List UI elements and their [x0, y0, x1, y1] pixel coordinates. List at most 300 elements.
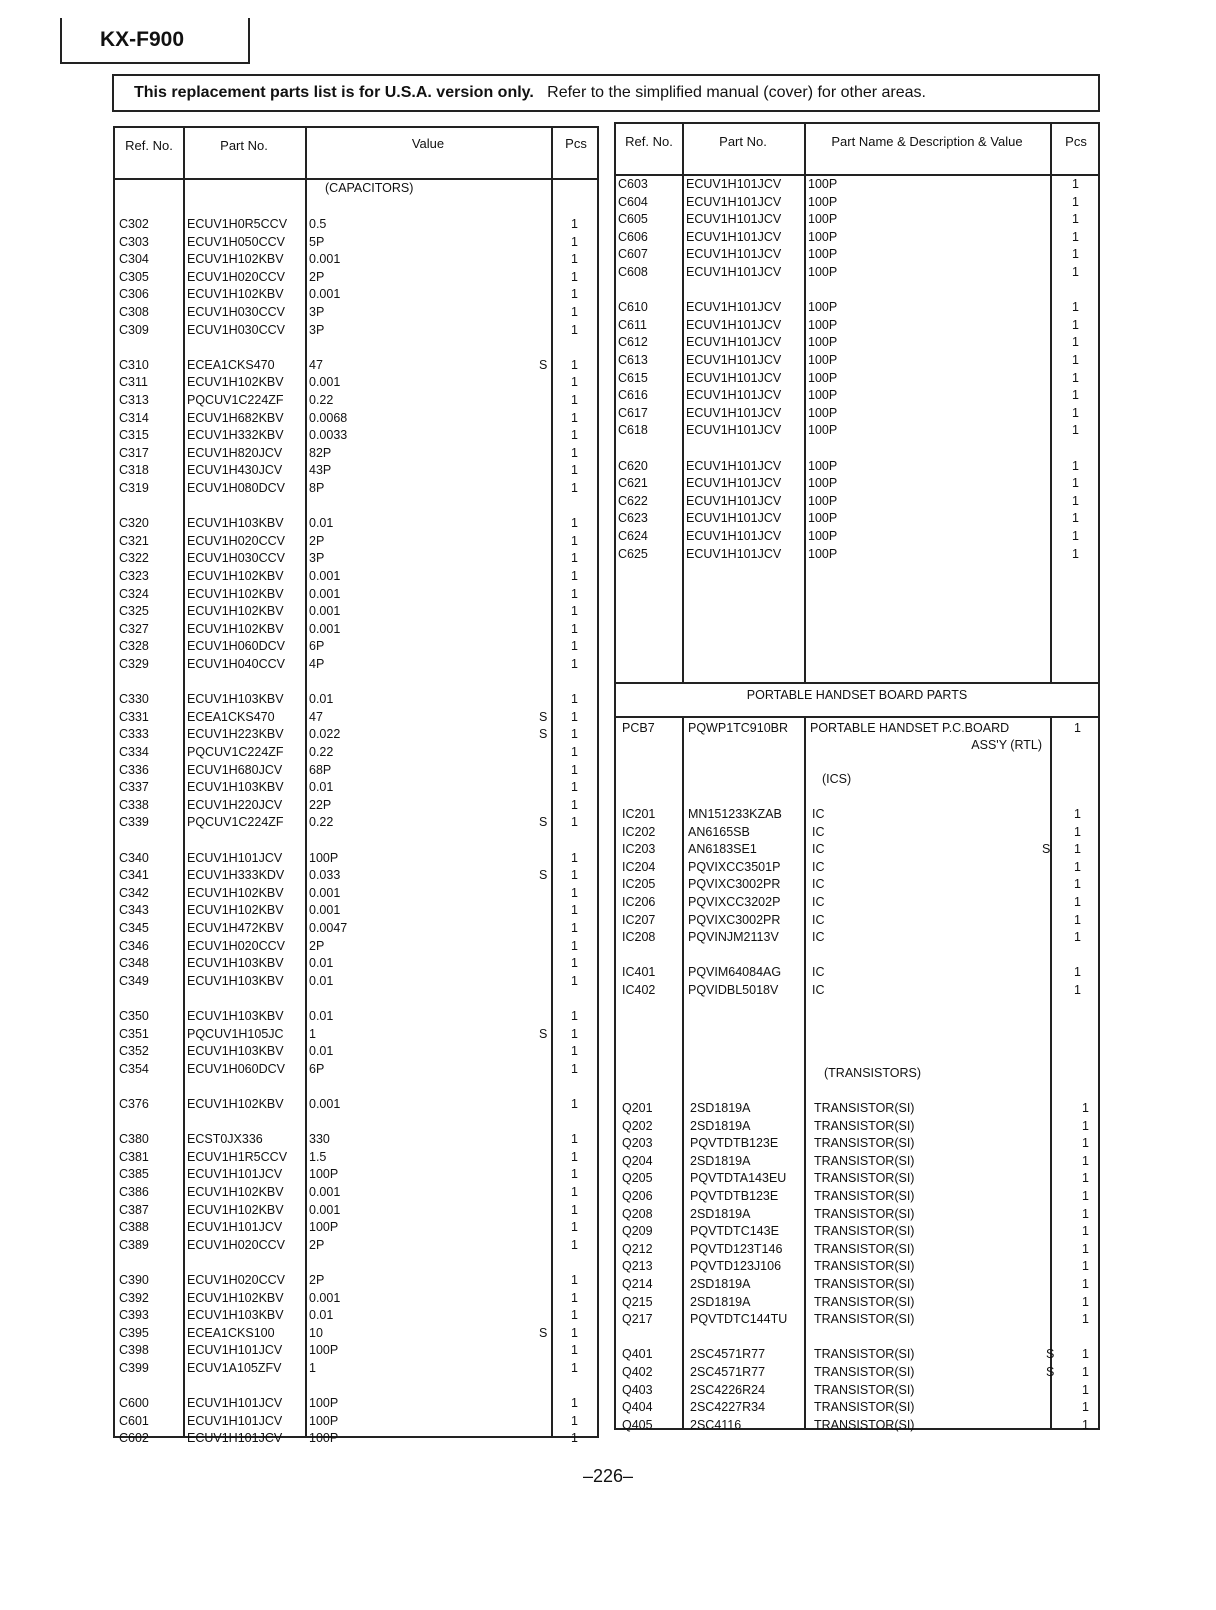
part-cell: ECUV1H223KBV [187, 727, 284, 742]
ref-cell: IC201 [622, 807, 656, 821]
table-row [115, 586, 597, 603]
pcb-ref: PCB7 [622, 721, 655, 735]
pcs-cell: 1 [571, 234, 578, 249]
part-cell: ECUV1H102KBV [187, 569, 284, 583]
pcs-cell: 1 [571, 1325, 578, 1340]
part-cell: ECUV1H333KDV [187, 868, 285, 883]
table-row [115, 357, 597, 374]
part-cell: PQVIXC3002PR [688, 912, 781, 927]
ref-cell: C306 [119, 287, 149, 302]
table-row [115, 814, 597, 831]
value-cell: TRANSISTOR(SI) [814, 1171, 915, 1186]
ref-cell: C337 [119, 780, 149, 795]
part-cell: ECUV1H101JCV [686, 353, 782, 367]
pcb-desc: PORTABLE HANDSET P.C.BOARD [810, 721, 1010, 735]
pcs-cell: 1 [571, 1273, 578, 1287]
ref-cell: C603 [618, 177, 648, 191]
ref-cell: C334 [119, 745, 149, 759]
safety-mark: S [539, 1026, 548, 1041]
part-cell: 2SC4116 [690, 1417, 742, 1432]
pcs-cell: 1 [571, 1202, 578, 1217]
pcs-cell: 1 [571, 463, 578, 478]
ref-cell: C309 [119, 322, 149, 337]
part-cell: PQVTD123J106 [690, 1259, 782, 1274]
ref-cell: C317 [119, 445, 149, 460]
table-row [616, 929, 1098, 946]
pcs-cell: 1 [571, 797, 578, 812]
ref-cell: C387 [119, 1202, 149, 1217]
part-cell: ECUV1H101JCV [187, 1343, 283, 1358]
table-row [616, 1153, 1098, 1170]
value-cell: 2P [309, 269, 325, 284]
part-cell: ECUV1H103KBV [187, 780, 284, 795]
ref-cell: Q217 [622, 1312, 653, 1327]
value-cell: TRANSISTOR(SI) [814, 1224, 915, 1239]
ref-cell: C625 [618, 546, 648, 561]
table-row [115, 427, 597, 444]
pcs-cell: 1 [1074, 983, 1081, 997]
pcs-cell: 1 [1082, 1365, 1089, 1379]
pcs-cell: 1 [571, 815, 578, 830]
ref-cell: C327 [119, 621, 149, 636]
ref-cell: C328 [119, 639, 149, 654]
table-row [616, 859, 1098, 876]
part-cell: ECUV1H101JCV [686, 194, 782, 209]
ref-cell: C325 [119, 604, 149, 619]
value-cell: 2P [309, 533, 325, 548]
ref-cell: C333 [119, 727, 149, 742]
part-cell: ECUV1H430JCV [187, 463, 283, 478]
table-row [115, 286, 597, 303]
value-cell: 100P [309, 1413, 339, 1428]
pcs-cell: 1 [1082, 1259, 1089, 1274]
board-title-band [616, 684, 1098, 716]
ref-cell: IC202 [622, 824, 656, 839]
pcs-cell: 1 [571, 252, 578, 267]
ref-cell: C345 [119, 921, 149, 935]
left-header-value: Value [411, 136, 445, 151]
value-cell: 0.01 [309, 956, 334, 971]
ref-cell: C330 [119, 692, 149, 707]
value-cell: 1 [309, 1026, 316, 1041]
right-parts-table [614, 122, 1100, 1430]
value-cell: 0.01 [309, 973, 334, 988]
part-cell: ECUV1H102KBV [187, 1097, 284, 1111]
value-cell: IC [812, 965, 825, 980]
table-row [616, 229, 1098, 246]
value-cell: 0.01 [309, 1009, 334, 1023]
ref-cell: C604 [618, 194, 648, 209]
table-row [616, 1170, 1098, 1187]
table-row [115, 1061, 597, 1078]
value-cell: 43P [309, 463, 332, 478]
value-cell: 100P [808, 476, 838, 491]
part-cell: 2SD1819A [690, 1206, 751, 1221]
pcs-cell: 1 [1082, 1312, 1089, 1327]
pcs-cell: 1 [1082, 1118, 1089, 1133]
table-row [115, 445, 597, 462]
ref-cell: Q205 [622, 1171, 653, 1186]
pcs-cell: 1 [1074, 895, 1081, 909]
part-cell: ECUV1H101JCV [187, 1167, 283, 1182]
pcs-cell: 1 [1082, 1206, 1089, 1221]
table-row [115, 1026, 597, 1043]
pcs-cell: 1 [571, 305, 578, 319]
value-cell: 100P [309, 850, 339, 865]
value-cell: TRANSISTOR(SI) [814, 1241, 915, 1256]
pcs-cell: 1 [571, 1132, 578, 1147]
board-title: PORTABLE HANDSET BOARD PARTS [746, 688, 968, 702]
value-cell: 0.001 [309, 903, 341, 918]
value-cell: IC [812, 824, 825, 839]
pcs-cell: 1 [571, 1308, 578, 1323]
pcs-cell: 1 [571, 780, 578, 795]
pcs-cell: 1 [571, 393, 578, 407]
pcs-cell: 1 [1082, 1294, 1089, 1309]
value-cell: IC [812, 807, 825, 821]
part-cell: ECUV1H820JCV [187, 445, 283, 460]
value-cell: 0.0047 [309, 921, 348, 935]
ref-cell: C393 [119, 1308, 149, 1323]
pcs-cell: 1 [1082, 1417, 1089, 1432]
ref-cell: C605 [618, 212, 648, 227]
part-cell: ECUV1H101JCV [686, 511, 782, 526]
part-cell: ECUV1H030CCV [187, 551, 285, 566]
value-cell: IC [812, 895, 825, 909]
ref-cell: C399 [119, 1361, 149, 1375]
value-cell: 22P [309, 797, 332, 812]
part-cell: ECUV1H101JCV [686, 458, 782, 473]
ref-cell: Q402 [622, 1365, 653, 1379]
pcs-cell: 1 [571, 604, 578, 619]
part-cell: ECUV1H080DCV [187, 481, 285, 495]
value-cell: 100P [808, 247, 838, 262]
value-cell: 0.001 [309, 252, 341, 267]
table-row [115, 902, 597, 919]
pcs-cell: 1 [1074, 859, 1081, 874]
value-cell: IC [812, 983, 825, 997]
ref-cell: C338 [119, 797, 149, 812]
ref-cell: C376 [119, 1097, 149, 1111]
pcs-cell: 1 [1072, 317, 1079, 332]
part-cell: ECUV1H101JCV [686, 546, 782, 561]
table-row [115, 744, 597, 761]
table-row [115, 885, 597, 902]
part-cell: ECUV1H102KBV [187, 375, 284, 390]
part-cell: ECUV1H102KBV [187, 1202, 284, 1217]
right-header-ref: Ref. No. [625, 134, 673, 149]
value-cell: 0.01 [309, 1044, 334, 1059]
value-cell: 100P [808, 335, 838, 350]
safety-mark: S [1046, 1347, 1055, 1362]
table-row [616, 1382, 1098, 1399]
table-row [616, 1294, 1098, 1311]
safety-mark: S [539, 357, 548, 372]
table-row [115, 1219, 597, 1236]
part-cell: PQVINJM2113V [688, 930, 779, 945]
table-row [115, 797, 597, 814]
value-cell: 3P [309, 322, 325, 337]
value-cell: TRANSISTOR(SI) [814, 1382, 915, 1397]
pcs-cell: 1 [1082, 1171, 1089, 1186]
ref-cell: C615 [618, 370, 648, 385]
part-cell: ECUV1H102KBV [187, 252, 284, 267]
ref-cell: C608 [618, 265, 648, 279]
ref-cell: IC401 [622, 965, 656, 980]
pcs-cell: 1 [1072, 265, 1079, 279]
table-row [616, 1417, 1098, 1434]
part-cell: ECUV1H103KBV [187, 516, 284, 531]
ref-cell: Q212 [622, 1241, 653, 1256]
pcs-cell: 1 [1072, 353, 1079, 367]
value-cell: 100P [808, 529, 838, 543]
table-row [115, 1342, 597, 1359]
value-cell: 0.0033 [309, 428, 348, 443]
value-cell: 3P [309, 305, 325, 319]
value-cell: IC [812, 912, 825, 927]
table-row [616, 264, 1098, 281]
pcs-cell: 1 [1082, 1347, 1089, 1362]
ref-cell: C336 [119, 762, 149, 777]
ref-cell: C613 [618, 353, 648, 367]
pcs-cell: 1 [571, 1149, 578, 1164]
part-cell: PQVIDBL5018V [688, 983, 779, 997]
ref-cell: C305 [119, 269, 149, 284]
value-cell: 100P [808, 265, 838, 279]
pcs-cell: 1 [571, 762, 578, 777]
value-cell: 10 [309, 1325, 323, 1340]
ref-cell: C346 [119, 938, 149, 953]
part-cell: ECUV1H101JCV [187, 1396, 283, 1411]
part-cell: 2SC4571R77 [690, 1365, 766, 1379]
ref-cell: C329 [119, 657, 149, 671]
pcs-cell: 1 [1082, 1241, 1089, 1256]
value-cell: 1.5 [309, 1149, 327, 1164]
table-row [616, 1276, 1098, 1293]
ref-cell: C303 [119, 234, 149, 249]
pcs-cell: 1 [1082, 1277, 1089, 1291]
ics-section-title: (ICS) [822, 772, 852, 786]
part-cell: ECUV1H103KBV [187, 1308, 284, 1323]
pcs-cell: 1 [571, 956, 578, 971]
table-row [115, 955, 597, 972]
value-cell: 100P [808, 388, 838, 403]
table-row [115, 251, 597, 268]
ref-cell: C302 [119, 217, 149, 231]
value-cell: 0.01 [309, 780, 334, 795]
table-row [616, 876, 1098, 893]
table-row [616, 1118, 1098, 1135]
pcs-cell: 1 [1074, 842, 1081, 857]
table-row [115, 691, 597, 708]
ref-cell: C620 [618, 458, 648, 473]
ref-cell: C398 [119, 1343, 149, 1358]
value-cell: 100P [309, 1396, 339, 1411]
table-row [115, 322, 597, 339]
part-cell: ECUV1H020CCV [187, 269, 285, 284]
pcs-cell: 1 [1072, 476, 1079, 491]
pcs-cell: 1 [571, 1361, 578, 1375]
ref-cell: C607 [618, 247, 648, 262]
ref-cell: Q405 [622, 1417, 653, 1432]
pcs-cell: 1 [571, 428, 578, 443]
part-cell: ECUV1H102KBV [187, 1185, 284, 1199]
table-row [616, 912, 1098, 929]
safety-mark: S [539, 709, 548, 724]
value-cell: IC [812, 877, 825, 892]
table-row [616, 176, 1098, 193]
table-row [115, 938, 597, 955]
pcs-cell: 1 [571, 586, 578, 601]
ref-cell: C304 [119, 252, 149, 267]
part-cell: 2SC4227R34 [690, 1400, 766, 1415]
value-cell: TRANSISTOR(SI) [814, 1365, 915, 1379]
pcs-cell: 1 [571, 1396, 578, 1411]
part-cell: ECUV1H101JCV [686, 212, 782, 227]
part-cell: ECUV1H220JCV [187, 797, 283, 812]
part-cell: PQVTDTC144TU [690, 1312, 788, 1327]
part-cell: ECUV1H102KBV [187, 287, 284, 302]
ref-cell: C350 [119, 1009, 149, 1023]
pcb-row-2 [616, 737, 1098, 754]
pcs-cell: 1 [571, 1061, 578, 1076]
ref-cell: C618 [618, 423, 648, 438]
table-row [616, 1206, 1098, 1223]
pcs-cell: 1 [571, 1097, 578, 1111]
pcs-cell: 1 [571, 1237, 578, 1252]
safety-mark: S [1042, 842, 1051, 857]
table-row [115, 1202, 597, 1219]
value-cell: 100P [808, 493, 838, 508]
table-row [616, 299, 1098, 316]
pcs-cell: 1 [571, 639, 578, 654]
pcs-cell: 1 [571, 1343, 578, 1358]
part-cell: ECUV1H030CCV [187, 305, 285, 319]
value-cell: 0.001 [309, 1185, 341, 1199]
table-row [616, 1223, 1098, 1240]
table-row [616, 528, 1098, 545]
safety-mark: S [1046, 1365, 1055, 1379]
pcs-cell: 1 [1072, 546, 1079, 561]
ref-cell: Q208 [622, 1206, 653, 1221]
capacitors-section-title: (CAPACITORS) [325, 181, 414, 195]
value-cell: 0.01 [309, 692, 334, 707]
part-cell: AN6165SB [688, 824, 750, 839]
pcs-cell: 1 [571, 516, 578, 531]
ref-cell: Q215 [622, 1294, 653, 1309]
pcs-cell: 1 [571, 217, 578, 231]
table-row [115, 515, 597, 532]
table-row [616, 422, 1098, 439]
value-cell: 100P [808, 353, 838, 367]
pcs-cell: 1 [1072, 423, 1079, 438]
pcs-cell: 1 [571, 551, 578, 566]
table-row [616, 1241, 1098, 1258]
ref-cell: C314 [119, 410, 149, 425]
part-cell: ECUV1H020CCV [187, 1273, 285, 1287]
value-cell: 0.001 [309, 1097, 341, 1111]
ref-cell: C395 [119, 1325, 149, 1340]
ref-cell: IC207 [622, 912, 656, 927]
table-row [115, 1395, 597, 1412]
ref-cell: C348 [119, 956, 149, 971]
safety-mark: S [539, 815, 548, 830]
value-cell: 100P [808, 300, 838, 315]
value-cell: TRANSISTOR(SI) [814, 1136, 915, 1151]
table-row [616, 841, 1098, 858]
table-row [616, 964, 1098, 981]
part-cell: PQVTD123T146 [690, 1241, 783, 1256]
ref-cell: IC203 [622, 842, 656, 857]
ref-cell: C622 [618, 493, 648, 508]
ref-cell: C388 [119, 1220, 149, 1235]
value-cell: 0.22 [309, 393, 334, 407]
table-row [616, 387, 1098, 404]
table-row [115, 374, 597, 391]
table-row [115, 1184, 597, 1201]
notice-rest-text: Refer to the simplified manual (cover) for other areas. [547, 84, 926, 101]
value-cell: TRANSISTOR(SI) [814, 1259, 915, 1274]
value-cell: 6P [309, 639, 325, 654]
table-row [115, 410, 597, 427]
value-cell: 3P [309, 551, 325, 566]
value-cell: 100P [808, 212, 838, 227]
pcs-cell: 1 [571, 1220, 578, 1235]
ref-cell: C354 [119, 1061, 149, 1076]
part-cell: ECUV1H101JCV [187, 850, 283, 865]
part-cell: ECUV1H101JCV [686, 177, 782, 191]
part-cell: PQCUV1C224ZF [187, 745, 284, 759]
value-cell: 1 [309, 1361, 316, 1375]
table-row [115, 1307, 597, 1324]
table-row [616, 405, 1098, 422]
part-cell: ECUV1H060DCV [187, 1061, 285, 1076]
value-cell: 100P [808, 458, 838, 473]
value-cell: TRANSISTOR(SI) [814, 1417, 915, 1432]
ref-cell: C611 [618, 317, 647, 332]
pcs-cell: 1 [1072, 388, 1079, 403]
part-cell: ECUV1H101JCV [686, 476, 782, 491]
table-row [616, 982, 1098, 999]
ref-cell: C621 [618, 476, 648, 491]
pcs-cell: 1 [1072, 458, 1079, 473]
ref-cell: IC205 [622, 877, 656, 892]
pcs-cell: 1 [571, 1431, 578, 1446]
table-row [616, 1311, 1098, 1328]
pcs-cell: 1 [1072, 300, 1079, 315]
ref-cell: C339 [119, 815, 149, 830]
part-cell: ECUV1H103KBV [187, 956, 284, 971]
ref-cell: C318 [119, 463, 149, 478]
part-cell: ECEA1CKS470 [187, 357, 275, 372]
table-row [115, 1131, 597, 1148]
ref-cell: IC204 [622, 859, 656, 874]
ref-cell: C313 [119, 393, 149, 407]
table-row [616, 458, 1098, 475]
value-cell: 0.001 [309, 586, 341, 601]
pcs-cell: 1 [571, 657, 578, 671]
table-row [616, 352, 1098, 369]
pcs-cell: 1 [1082, 1224, 1089, 1239]
value-cell: 0.01 [309, 1308, 334, 1323]
value-cell: 2P [309, 1237, 325, 1252]
table-row [616, 894, 1098, 911]
part-cell: ECUV1H101JCV [686, 405, 782, 420]
part-cell: ECUV1H040CCV [187, 657, 285, 671]
ref-cell: C343 [119, 903, 149, 918]
table-row [115, 850, 597, 867]
table-row [115, 779, 597, 796]
